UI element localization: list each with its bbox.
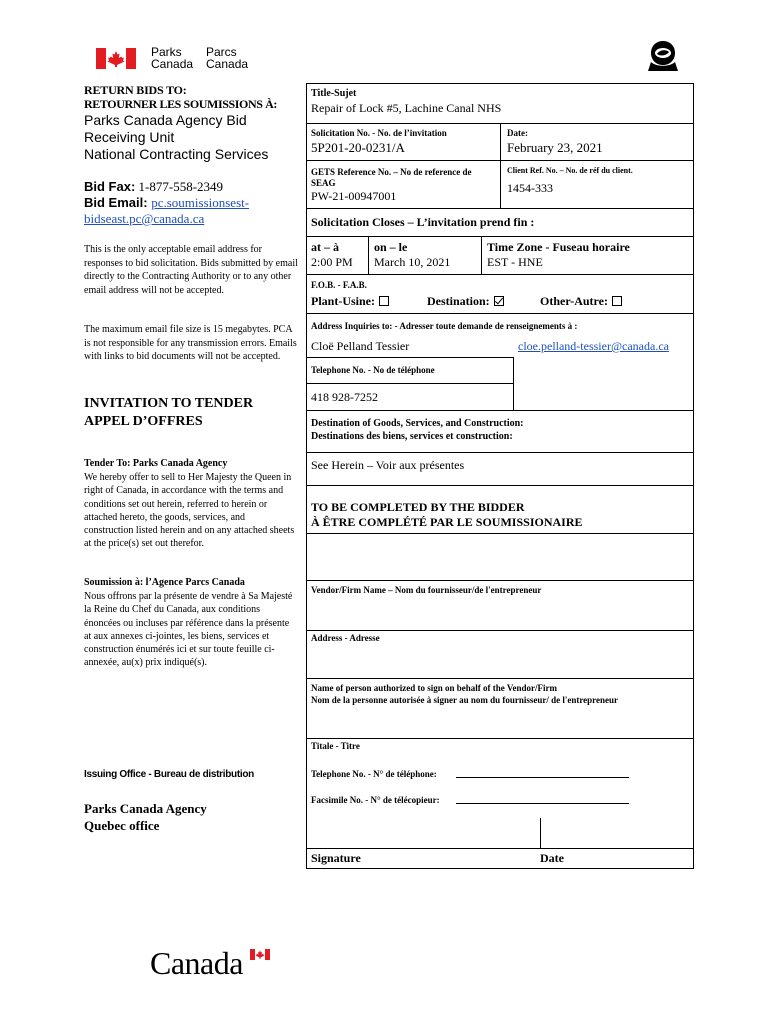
gets-value: PW-21-00947001 [311, 189, 397, 203]
beaver-emblem-icon [648, 40, 678, 72]
canada-wordmark [150, 945, 280, 985]
email-note: This is the only acceptable email address for responses to bid solicitation. Bids submitted by email directly to the Contracting Authority or to any other email address will not be accepted. [84, 244, 298, 296]
bid-fax-label: Bid Fax: [84, 179, 136, 194]
other-checkbox[interactable] [612, 296, 622, 306]
facsimile-field-label: Facsimile No. - N° de télécopieur: [311, 795, 440, 805]
bid-email-link-2[interactable]: bidseast.pc@canada.ca [84, 211, 205, 226]
bid-email [84, 195, 294, 227]
office-line-2: Quebec office [84, 818, 160, 833]
tz-value: EST - HNE [487, 255, 543, 269]
size-note: The maximum email file size is 15 megabytes. PCA is not responsible for any transmission errors. Emails with links to bid documents will not be accepted. [84, 324, 297, 363]
issuing-office: Issuing Office - Bureau de distribution [84, 769, 254, 780]
date-label: Date: [507, 128, 528, 138]
agency-address [84, 112, 268, 163]
inquiries-label: Address Inquiries to: - Adresser toute demande de renseignements à : [311, 321, 578, 331]
client-ref-label: Client Ref. No. – No. de réf du client. [507, 166, 633, 175]
office-line-1: Parks Canada Agency [84, 801, 207, 816]
destination-label: Destination: [427, 294, 490, 308]
signature-label: Signature [311, 851, 361, 865]
titre-label: Titale - Titre [311, 741, 360, 751]
on-label: on – le [374, 240, 408, 254]
bid-email-label: Bid Email: [84, 195, 148, 210]
plant-label: Plant-Usine: [311, 294, 375, 308]
solicitation-label: Solicitation No. - No. de l’invitation [311, 128, 447, 138]
agency-line-2: Receiving Unit [84, 129, 175, 145]
bidder-heading [311, 500, 583, 530]
title-value: Repair of Lock #5, Lachine Canal NHS [311, 101, 502, 115]
canada-flag-icon [96, 48, 136, 69]
phone-label: Telephone No. - No de téléphone [311, 365, 435, 375]
inquiries-name: Cloë Pelland Tessier [311, 339, 410, 353]
authorized-fr: Nom de la personne autorisée à signer au nom du fournisseur/ de l'entrepreneur [311, 695, 619, 705]
date2-label: Date [540, 851, 564, 865]
other-label: Other-Autre: [540, 294, 608, 308]
vendor-label: Vendor/Firm Name – Nom du fournisseur/de l'entrepreneur [311, 585, 542, 595]
at-label: at – à [311, 240, 339, 254]
destination-goods-fr: Destinations des biens, services et construction: [311, 431, 513, 442]
logo-canada-fr-label: Canada [206, 57, 249, 71]
client-ref-value: 1454-333 [507, 181, 553, 195]
authorized-en: Name of person authorized to sign on behalf of the Vendor/Firm [311, 683, 557, 693]
closes-label: Solicitation Closes – L’invitation prend fin : [311, 215, 535, 229]
destination-option [427, 294, 504, 309]
date-value: February 23, 2021 [507, 140, 603, 155]
plant-usine [311, 294, 389, 309]
invitation-en: INVITATION TO TENDER [84, 396, 254, 411]
soumission-title: Soumission à: l’Agence Parcs Canada [84, 577, 245, 588]
see-herein: See Herein – Voir aux présentes [311, 458, 465, 472]
tender-to-title: Tender To: Parks Canada Agency [84, 458, 228, 469]
authorized-person [311, 682, 618, 706]
telephone-field-label: Telephone No. - N° de téléphone: [311, 769, 437, 779]
address-label: Address - Adresse [311, 633, 380, 643]
bid-fax-value: 1-877-558-2349 [135, 179, 224, 194]
logo-canada-label: Canada [151, 57, 194, 71]
telephone-field-line[interactable] [456, 777, 629, 778]
inquiries-email-link[interactable]: cloe.pelland-tessier@canada.ca [518, 339, 669, 353]
wordmark-flag-icon [250, 949, 270, 960]
logo-parcs-label: Parcs [206, 45, 237, 59]
destination-goods [311, 417, 524, 443]
other-option [540, 294, 622, 309]
invitation-title [84, 395, 253, 431]
solicitation-value: 5P201-20-0231/A [311, 140, 405, 155]
at-value: 2:00 PM [311, 255, 353, 269]
tender-to-text: We hereby offer to sell to Her Majesty the Queen in right of Canada, in accordance with the terms and conditions set out herein, referred to herein or attached hereto, the goods, services, and construction listed herein and on any attached sheets at the price(s) set out therefor. [84, 472, 295, 550]
phone-value: 418 928-7252 [311, 390, 378, 404]
fob-label: F.O.B. - F.A.B. [311, 280, 367, 290]
destination-checkbox[interactable] [494, 296, 504, 306]
title-label: Title-Sujet [311, 88, 357, 99]
destination-goods-en: Destination of Goods, Services, and Construction: [311, 418, 524, 429]
gets-label-2: SEAG [311, 178, 336, 188]
tz-label: Time Zone - Fuseau horaire [487, 240, 630, 254]
bidder-en: TO BE COMPLETED BY THE BIDDER [311, 500, 525, 514]
gets-label-1: GETS Reference No. – No de reference de [311, 167, 472, 177]
return-bids-en: RETURN BIDS TO: [84, 83, 187, 97]
gets-label [311, 167, 471, 189]
agency-line-3: National Contracting Services [84, 146, 269, 162]
plant-checkbox[interactable] [379, 296, 389, 306]
soumission-text: Nous offrons par la présente de vendre à Sa Majesté la Reine du Chef du Canada, aux conditions énoncées ou incluses par référence dans la présente at aux annexes ci-jointes, les biens, services et construction énumérés ici et sur toute feuille ci-annexée, au(x) prix indiqué(s). [84, 591, 293, 669]
wordmark-text: Canada [150, 945, 243, 981]
return-bids-fr: RETOURNER LES SOUMISSIONS À: [84, 97, 277, 111]
logo-parks-label: Parks [151, 45, 182, 59]
bidder-fr: À ÊTRE COMPLÉTÉ PAR LE SOUMISSIONAIRE [311, 515, 583, 529]
agency-line-1: Parks Canada Agency Bid [84, 112, 247, 128]
bid-fax [84, 179, 223, 195]
bid-email-link-1[interactable]: pc.soumissionsest- [151, 195, 250, 210]
invitation-fr: APPEL D’OFFRES [84, 414, 203, 429]
office-block [84, 800, 207, 834]
on-value: March 10, 2021 [374, 255, 451, 269]
parks-canada-logo [96, 46, 256, 72]
facsimile-field-line[interactable] [456, 803, 629, 804]
